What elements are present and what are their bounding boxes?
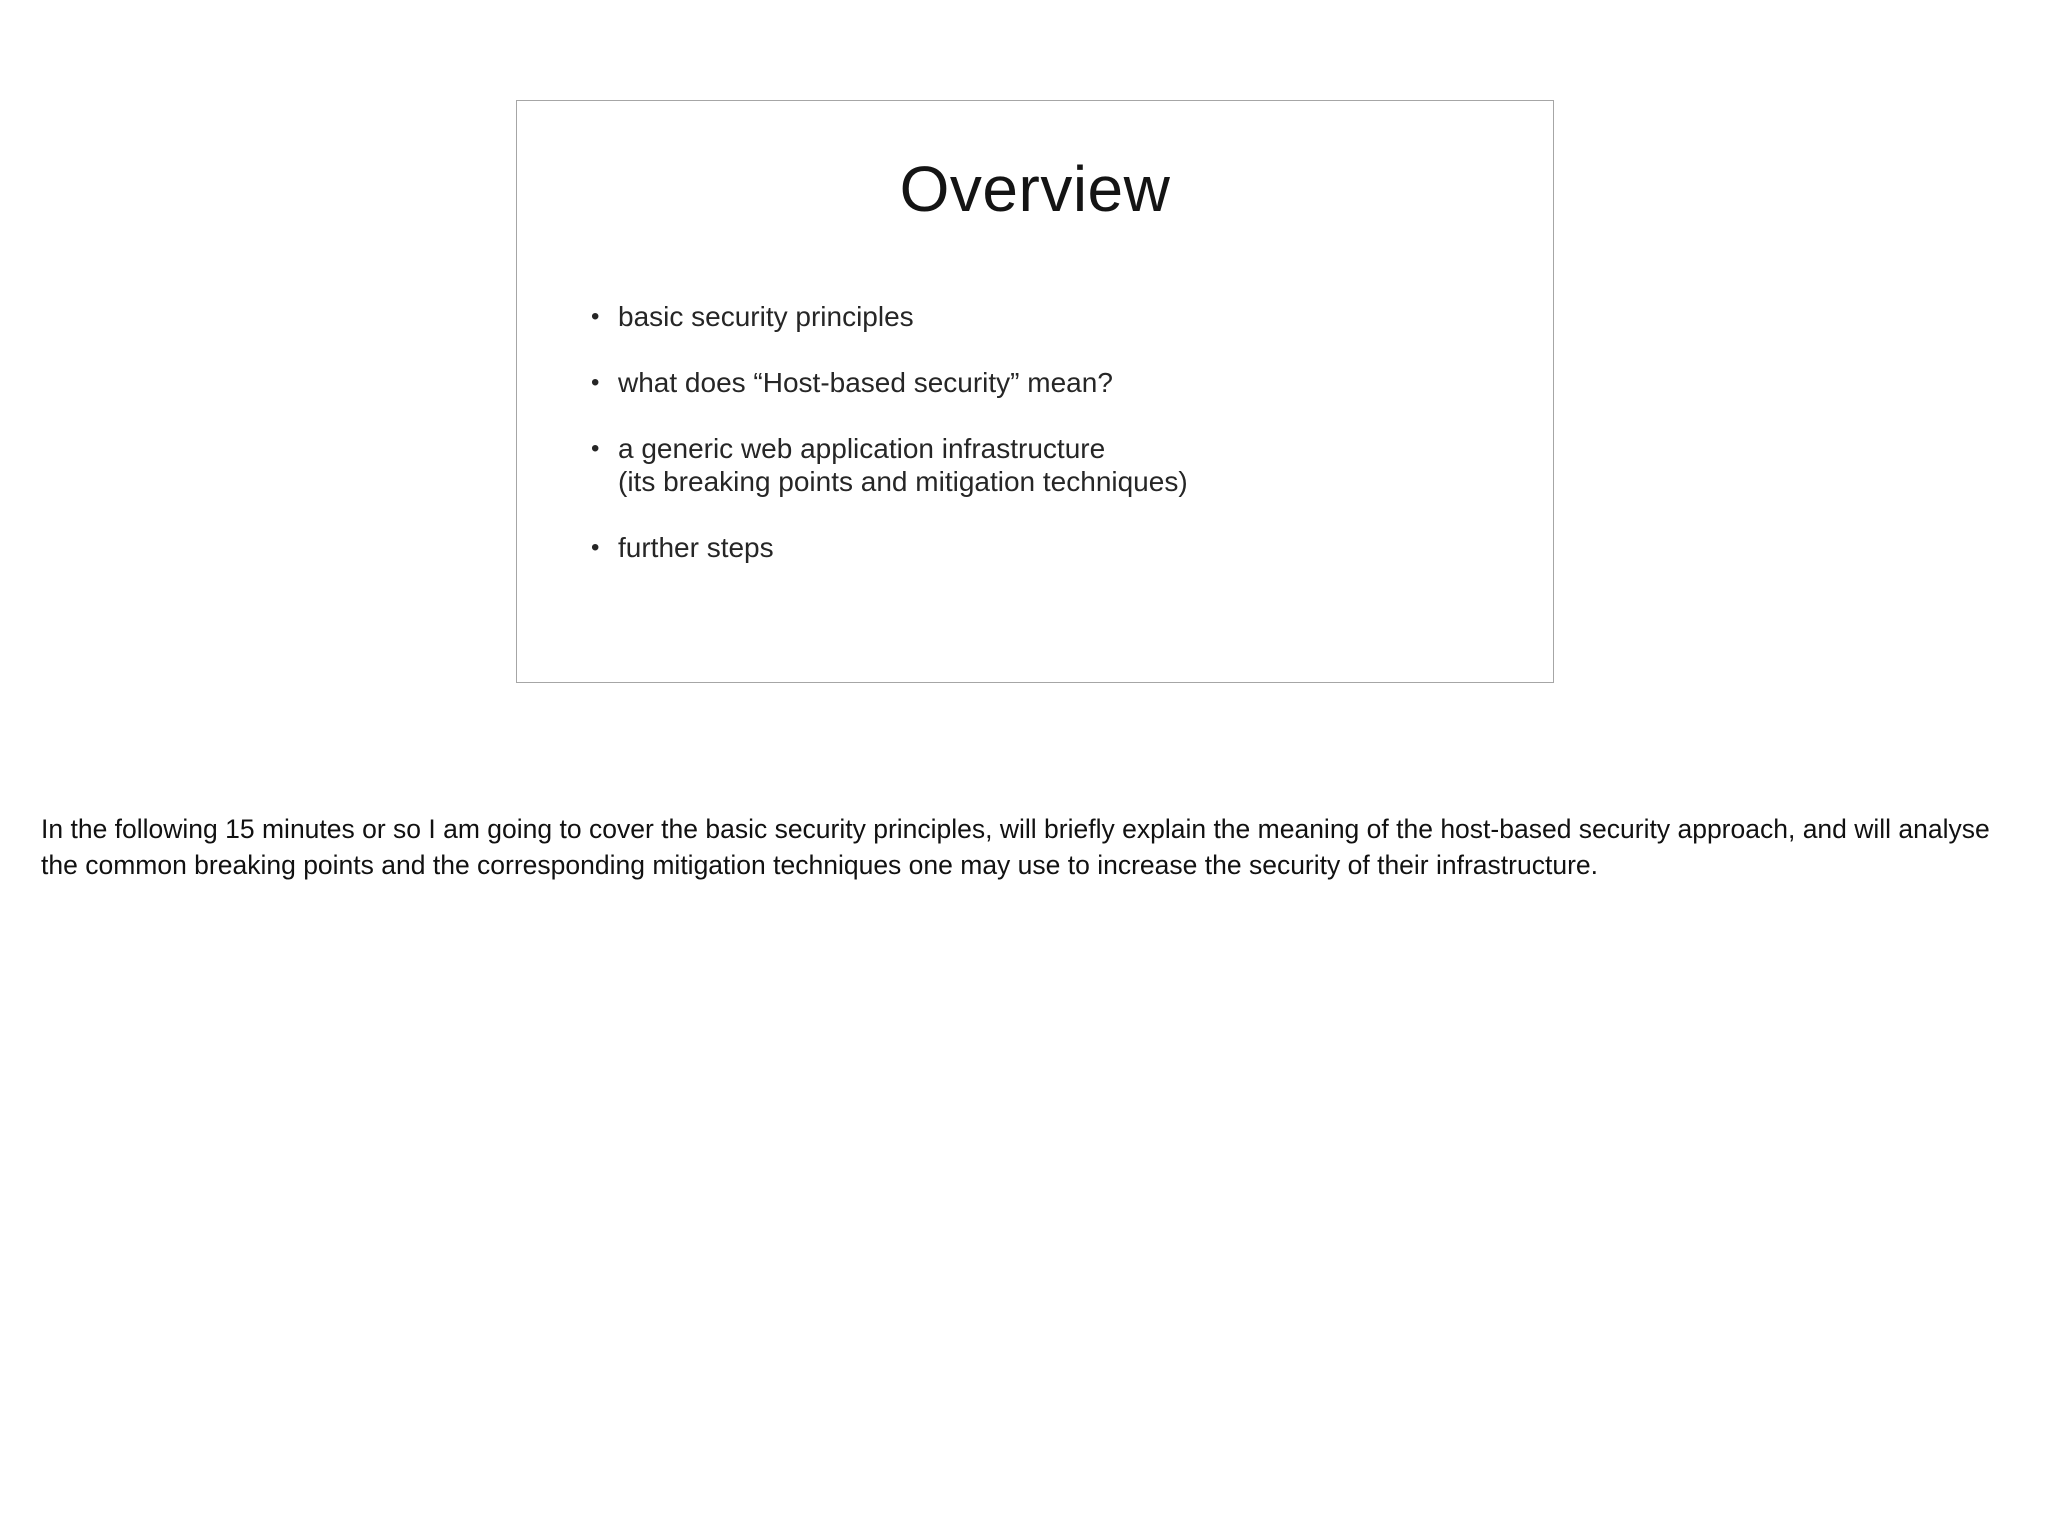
bullet-dot-icon: • (591, 435, 600, 462)
bullet-text: basic security principles (618, 301, 914, 332)
bullet-dot-icon: • (591, 534, 600, 561)
bullet-dot-icon: • (591, 369, 600, 396)
bullet-item (591, 300, 1188, 333)
bullet-item (591, 531, 1188, 564)
slide-frame (516, 100, 1554, 683)
bullet-text: what does “Host-based security” mean? (618, 367, 1113, 398)
presenter-notes: In the following 15 minutes or so I am going to cover the basic security principles, will briefly explain the meaning of the host-based security approach, and will analyse the common breaking points and the corresponding mitigation techniques one may use to increase the security of their infrastructure. (41, 814, 1990, 880)
bullet-list (591, 300, 1188, 564)
bullet-text: further steps (618, 532, 774, 563)
bullet-dot-icon: • (591, 303, 600, 330)
bullet-text: a generic web application infrastructure (its breaking points and mitigation techniques) (618, 433, 1188, 497)
slide-title: Overview (899, 153, 1171, 225)
bullet-item (591, 432, 1188, 498)
bullet-item (591, 366, 1188, 399)
